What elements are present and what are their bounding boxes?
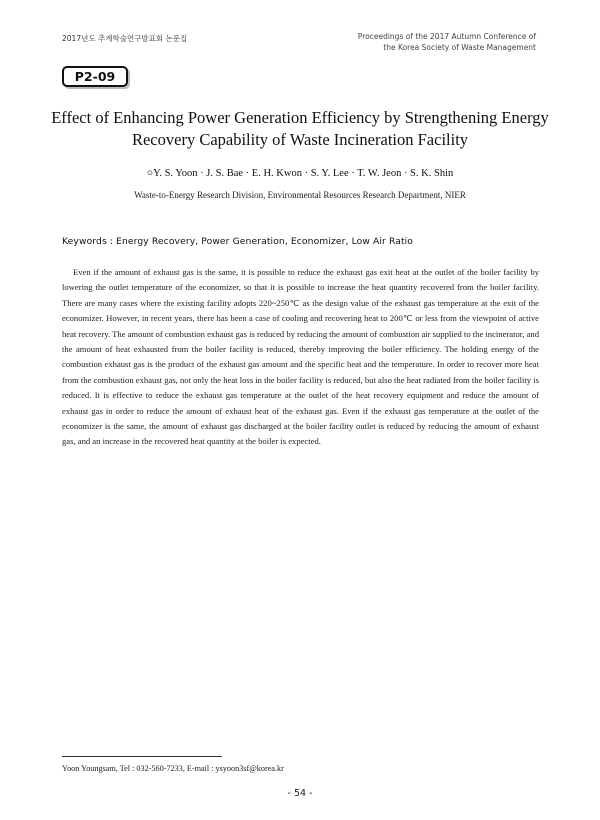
footnote-divider <box>62 756 222 757</box>
abstract-body: Even if the amount of exhaust gas is the same, it is possible to reduce the exhaust gas exit heat at the outlet of the boiler facility by lowering the outlet temperature of the economizer, so that it is possible to increase the heat quantity recovered from the boiler facility. There are many cases where the existing facility adopts 220~250℃ as the design value of the exhaust gas temperature at the exit of the economizer. However, in recent years, there has been a case of cooling and recovering heat to 200℃ or less from the viewpoint of active heat recovery. The amount of combustion exhaust gas is reduced by reducing the amount of combustion air supplied to the incinerator, and the amount of heat exhausted from the boiler facility is reduced, thereby improving the boiler efficiency. The holding energy of the combustion exhaust gas is the product of the exhaust gas amount and the specific heat and the temperature. In order to recover more heat from the combustion exhaust gas, not only the heat loss in the boiler facility is reduced, but also the heat radiated from the boiler facility is reduced. It is effective to reduce the exhaust gas temperature at the outlet of the heat recovery equipment and reduce the amount of exhaust gas in order to reduce the amount of exhaust heat of the exhaust gas. Even if the exhaust gas temperature at the outlet of the economizer is the same, the amount of exhaust gas discharged at the boiler facility outlet is reduced by reducing the amount of exhaust gas, and an increase in the recovered heat quantity at the boiler is expected. <box>62 267 539 447</box>
page-number: - 54 - <box>287 788 313 799</box>
keywords: Keywords : Energy Recovery, Power Generation, Economizer, Low Air Ratio <box>62 236 414 247</box>
header-right-line2: the Korea Society of Waste Management <box>383 43 536 52</box>
paper-title-line1: Effect of Enhancing Power Generation Efficiency by Strengthening Energy <box>51 108 549 127</box>
header-conference-english <box>358 31 536 53</box>
header-right-line1: Proceedings of the 2017 Autumn Conference of <box>357 32 536 41</box>
paper-title <box>40 107 560 151</box>
author-list: ○Y. S. Yoon · J. S. Bae · E. H. Kwon · S. Y. Lee · T. W. Jeon · S. K. Shin <box>146 168 454 179</box>
corresponding-author-footnote: Yoon Youngsam, Tel : 032-560-7233, E-mail : ysyoon3sf@korea.kr <box>62 764 284 773</box>
header-conference-korean: 2017년도 추계학술연구발표회 논문집 <box>62 34 188 43</box>
paper-title-line2: Recovery Capability of Waste Incineration Facility <box>131 130 469 149</box>
paper-code-badge: P2-09 <box>62 66 128 87</box>
author-affiliation: Waste-to-Energy Research Division, Environmental Resources Research Department, NIER <box>134 190 466 200</box>
